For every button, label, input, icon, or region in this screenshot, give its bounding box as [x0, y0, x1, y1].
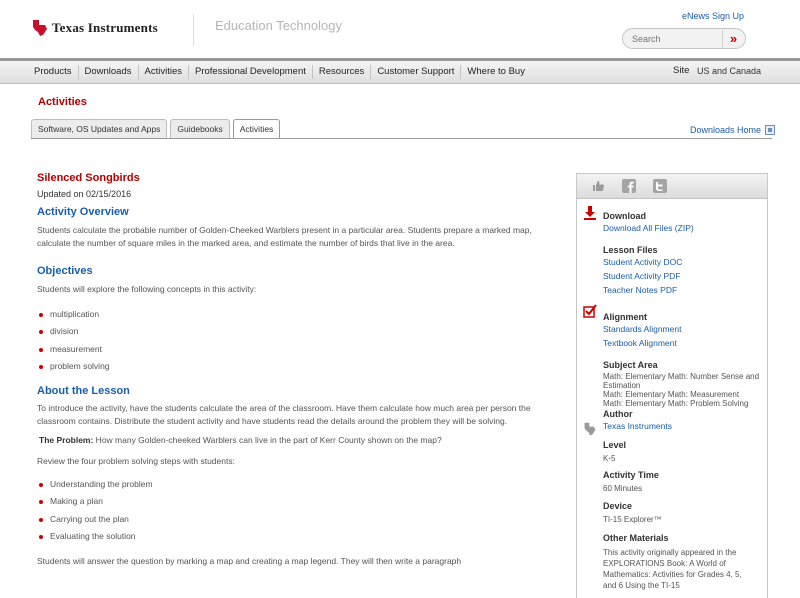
- download-all-link[interactable]: Download All Files (ZIP): [603, 223, 694, 233]
- activity-time-value: 60 Minutes: [603, 484, 643, 493]
- download-icon: [583, 206, 597, 220]
- activity-time-heading: Activity Time: [603, 470, 659, 480]
- overview-text: Students calculate the probable number of Golden-Cheeked Warblers present in a particular area. Students prepare a marked map, calculate the number of square miles in the marked area, and estimate the number of birds that live in the area.: [37, 225, 532, 248]
- device-heading: Device: [603, 501, 633, 511]
- student-activity-doc-link[interactable]: Student Activity DOC: [603, 257, 683, 267]
- problem-label: The Problem:: [39, 435, 94, 446]
- download-tabs: [31, 119, 280, 139]
- main-nav: [0, 58, 800, 84]
- subject-item: Math: Elementary Math: Number Sense and Estimation: [603, 372, 760, 390]
- overview-heading: Activity Overview: [37, 206, 129, 218]
- home-icon: [765, 125, 775, 135]
- list-item: measurement: [37, 341, 537, 358]
- closing-text: Students will answer the question by marking a map and creating a map legend. They will then write a paragraph: [37, 556, 462, 567]
- level-heading: Level: [603, 440, 627, 450]
- subject-item: Math: Elementary Math: Problem Solving: [603, 399, 749, 408]
- nav-item-downloads[interactable]: Downloads: [79, 65, 139, 79]
- subject-area-section: [603, 360, 769, 408]
- search-input[interactable]: [623, 34, 721, 44]
- header-divider: [193, 14, 194, 46]
- standards-alignment-link[interactable]: Standards Alignment: [603, 324, 682, 334]
- texas-state-icon: [32, 19, 48, 37]
- device-value: TI-15 Explorer™: [603, 515, 662, 524]
- level-section: [603, 440, 626, 463]
- lesson-files-section: [603, 245, 682, 297]
- alignment-heading: Alignment: [603, 312, 647, 322]
- author-section: [603, 409, 672, 433]
- list-item: Carrying out the plan: [37, 511, 537, 528]
- lesson-text: To introduce the activity, have the students calculate the area of the classroom. Have them calculate how much area per person the classroom contains. Distribute the student activity and have students read the details around the problem they will be solving.: [37, 403, 531, 427]
- nav-item-professional-development[interactable]: Professional Development: [189, 65, 313, 79]
- ti-texas-icon: [583, 422, 597, 436]
- activity-sidebar: [576, 173, 768, 598]
- nav-item-where-to-buy[interactable]: Where to Buy: [467, 66, 525, 77]
- device-section: [603, 501, 662, 524]
- downloads-home-label: Downloads Home: [690, 125, 762, 135]
- like-icon[interactable]: [591, 179, 605, 193]
- lesson-heading: About the Lesson: [37, 385, 130, 398]
- list-item: Evaluating the solution: [37, 528, 537, 545]
- enews-signup-link[interactable]: eNews Sign Up: [681, 11, 744, 21]
- list-item: Making a plan: [37, 493, 537, 510]
- author-heading: Author: [603, 409, 633, 419]
- downloads-home-link[interactable]: [690, 125, 775, 135]
- objectives-list: [37, 306, 537, 375]
- share-bar: [577, 174, 767, 199]
- tab-divider: [31, 138, 772, 139]
- double-chevron-right-icon: »: [729, 31, 738, 46]
- objectives-intro: Students will explore the following concepts in this activity:: [37, 284, 257, 294]
- search-submit-button[interactable]: [722, 30, 744, 47]
- download-heading: Download: [603, 211, 646, 221]
- alignment-section: [603, 312, 681, 350]
- site-header: [0, 0, 800, 58]
- ti-logo[interactable]: [32, 19, 158, 37]
- site-label: Site: [673, 65, 690, 76]
- problem-text: How many Golden-cheeked Warblers can live in the part of Kerr County shown on the map?: [93, 435, 442, 446]
- page-title: Activities: [38, 96, 87, 108]
- activity-time-section: [603, 470, 659, 493]
- list-item: problem solving: [37, 358, 537, 375]
- twitter-icon[interactable]: [653, 179, 667, 193]
- author-link[interactable]: Texas Instruments: [603, 421, 672, 431]
- tab-guidebooks[interactable]: Guidebooks: [170, 119, 229, 139]
- search-box: [622, 28, 746, 49]
- other-materials-section: [603, 533, 753, 591]
- download-section: [603, 211, 694, 235]
- nav-item-resources[interactable]: Resources: [313, 65, 371, 79]
- tab-activities[interactable]: Activities: [233, 119, 281, 139]
- section-title: Education Technology: [215, 18, 342, 33]
- list-item: division: [37, 323, 537, 340]
- activity-content: [37, 172, 537, 568]
- other-materials-text: This activity originally appeared in the EXPLORATIONS Book: A World of Mathematics: Activities for Grades 4, 5, and 6 Using the TI-15: [603, 548, 742, 590]
- list-item: Understanding the problem: [37, 476, 537, 493]
- nav-item-activities[interactable]: Activities: [139, 65, 189, 79]
- teacher-notes-pdf-link[interactable]: Teacher Notes PDF: [603, 285, 678, 295]
- facebook-icon[interactable]: [622, 179, 636, 193]
- student-activity-pdf-link[interactable]: Student Activity PDF: [603, 271, 681, 281]
- steps-list: [37, 476, 537, 545]
- checkbox-checked-icon: [583, 304, 597, 318]
- tab-software-os-updates[interactable]: Software, OS Updates and Apps: [31, 119, 167, 139]
- site-selector[interactable]: US and Canada: [697, 66, 762, 76]
- nav-item-customer-support[interactable]: Customer Support: [371, 65, 461, 79]
- subject-item: Math: Elementary Math: Measurement: [603, 390, 740, 399]
- level-value: K-5: [603, 454, 616, 463]
- other-materials-heading: Other Materials: [603, 533, 669, 543]
- list-item: multiplication: [37, 306, 537, 323]
- updated-date: Updated on 02/15/2016: [37, 189, 132, 199]
- subject-area-heading: Subject Area: [603, 360, 658, 370]
- nav-item-products[interactable]: Products: [28, 65, 79, 79]
- textbook-alignment-link[interactable]: Textbook Alignment: [603, 338, 677, 348]
- problem-statement: [37, 434, 537, 447]
- objectives-heading: Objectives: [37, 265, 93, 277]
- lesson-files-heading: Lesson Files: [603, 245, 658, 255]
- brand-name: Texas Instruments: [52, 20, 158, 35]
- steps-intro: Review the four problem solving steps with students:: [37, 456, 235, 467]
- activity-title: Silenced Songbirds: [37, 172, 140, 184]
